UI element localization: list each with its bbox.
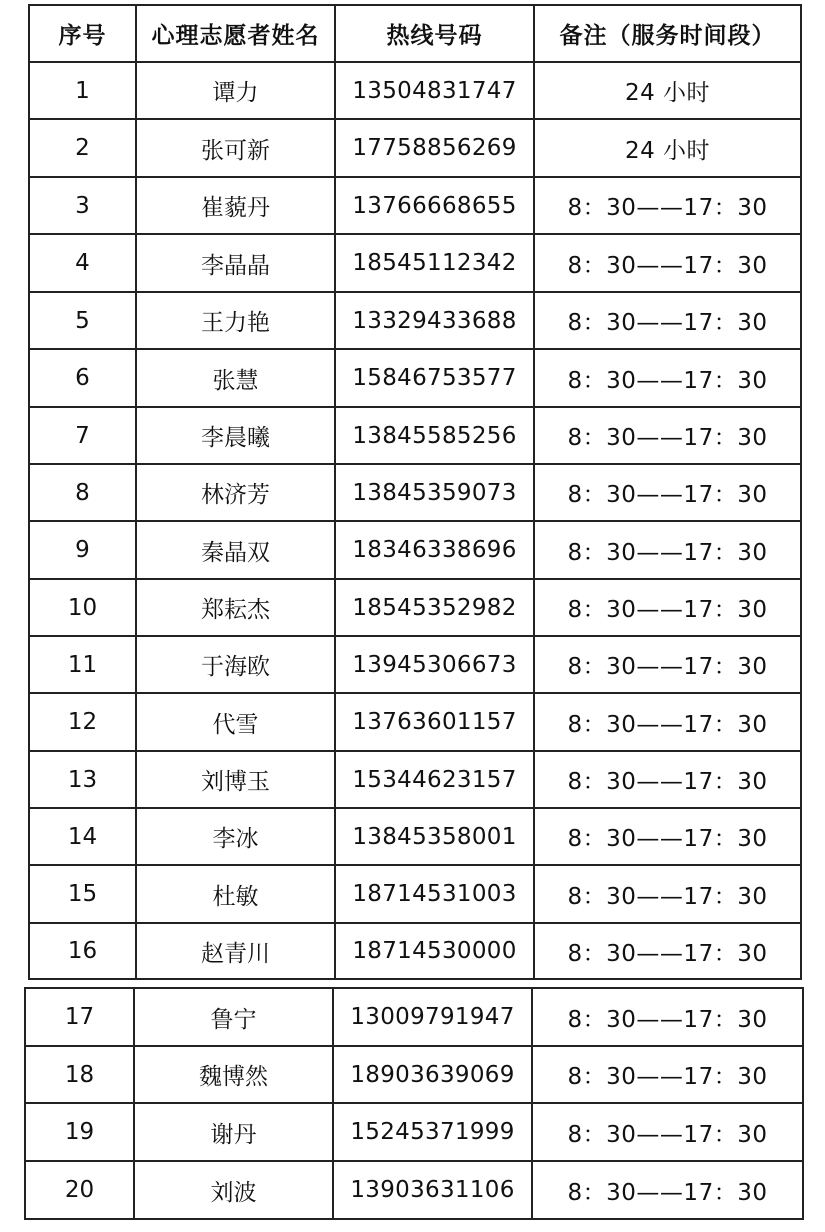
volunteer-table <box>28 4 802 980</box>
table-row <box>29 636 801 693</box>
row-no: 19 <box>25 1103 134 1161</box>
row-no: 13 <box>29 751 136 808</box>
row-name: 张可新 <box>136 119 335 177</box>
table-row <box>25 988 803 1046</box>
table-row <box>29 865 801 923</box>
table-row <box>25 1161 803 1219</box>
table-row <box>29 693 801 751</box>
row-phone: 15846753577 <box>335 349 534 407</box>
row-name: 李冰 <box>136 808 335 865</box>
row-phone: 13845358001 <box>335 808 534 865</box>
row-note: 24 小时 <box>534 62 801 119</box>
row-no: 8 <box>29 464 136 521</box>
row-note: 8：30——17：30 <box>534 751 801 808</box>
row-note: 8：30——17：30 <box>532 1161 803 1219</box>
row-note: 8：30——17：30 <box>534 292 801 349</box>
header-name: 心理志愿者姓名 <box>136 5 335 62</box>
row-no: 10 <box>29 579 136 636</box>
table-row <box>29 349 801 407</box>
table-row <box>25 1103 803 1161</box>
row-name: 谢丹 <box>134 1103 333 1161</box>
row-name: 林济芳 <box>136 464 335 521</box>
table-row <box>25 1046 803 1103</box>
table-row <box>29 808 801 865</box>
row-phone: 13504831747 <box>335 62 534 119</box>
header-no: 序号 <box>29 5 136 62</box>
row-note: 24 小时 <box>534 119 801 177</box>
row-phone: 13945306673 <box>335 636 534 693</box>
table-row <box>29 751 801 808</box>
table-row <box>29 521 801 579</box>
row-no: 9 <box>29 521 136 579</box>
row-note: 8：30——17：30 <box>534 808 801 865</box>
row-name: 刘波 <box>134 1161 333 1219</box>
row-note: 8：30——17：30 <box>534 923 801 979</box>
row-name: 李晨曦 <box>136 407 335 464</box>
row-no: 5 <box>29 292 136 349</box>
row-name: 魏博然 <box>134 1046 333 1103</box>
table-row <box>29 234 801 292</box>
row-no: 14 <box>29 808 136 865</box>
table-row <box>29 119 801 177</box>
row-note: 8：30——17：30 <box>534 579 801 636</box>
row-name: 张慧 <box>136 349 335 407</box>
row-phone: 13763601157 <box>335 693 534 751</box>
table-row <box>29 407 801 464</box>
table-row <box>29 292 801 349</box>
row-no: 18 <box>25 1046 134 1103</box>
row-phone: 17758856269 <box>335 119 534 177</box>
row-note: 8：30——17：30 <box>534 521 801 579</box>
volunteer-table-continued <box>24 987 804 1220</box>
row-no: 17 <box>25 988 134 1046</box>
header-row <box>29 5 801 62</box>
row-note: 8：30——17：30 <box>532 1103 803 1161</box>
row-no: 11 <box>29 636 136 693</box>
row-note: 8：30——17：30 <box>534 693 801 751</box>
row-note: 8：30——17：30 <box>532 988 803 1046</box>
row-phone: 18714531003 <box>335 865 534 923</box>
row-name: 李晶晶 <box>136 234 335 292</box>
row-name: 代雪 <box>136 693 335 751</box>
row-no: 20 <box>25 1161 134 1219</box>
row-phone: 13766668655 <box>335 177 534 234</box>
row-phone: 18545112342 <box>335 234 534 292</box>
row-note: 8：30——17：30 <box>532 1046 803 1103</box>
row-name: 刘博玉 <box>136 751 335 808</box>
header-phone: 热线号码 <box>335 5 534 62</box>
row-no: 2 <box>29 119 136 177</box>
row-note: 8：30——17：30 <box>534 234 801 292</box>
row-no: 15 <box>29 865 136 923</box>
row-name: 郑耘杰 <box>136 579 335 636</box>
row-no: 6 <box>29 349 136 407</box>
row-no: 16 <box>29 923 136 979</box>
row-note: 8：30——17：30 <box>534 407 801 464</box>
row-name: 杜敏 <box>136 865 335 923</box>
header-note: 备注（服务时间段） <box>534 5 801 62</box>
row-phone: 18346338696 <box>335 521 534 579</box>
row-phone: 15245371999 <box>333 1103 532 1161</box>
row-name: 鲁宁 <box>134 988 333 1046</box>
table-row <box>29 62 801 119</box>
row-phone: 15344623157 <box>335 751 534 808</box>
row-no: 3 <box>29 177 136 234</box>
row-name: 崔藐丹 <box>136 177 335 234</box>
row-name: 赵青川 <box>136 923 335 979</box>
row-phone: 13009791947 <box>333 988 532 1046</box>
row-phone: 18545352982 <box>335 579 534 636</box>
row-no: 1 <box>29 62 136 119</box>
row-name: 谭力 <box>136 62 335 119</box>
table-row <box>29 579 801 636</box>
row-note: 8：30——17：30 <box>534 349 801 407</box>
row-name: 于海欧 <box>136 636 335 693</box>
row-name: 秦晶双 <box>136 521 335 579</box>
row-phone: 13845585256 <box>335 407 534 464</box>
row-phone: 18714530000 <box>335 923 534 979</box>
table-row <box>29 464 801 521</box>
table-row <box>29 177 801 234</box>
row-note: 8：30——17：30 <box>534 464 801 521</box>
row-phone: 18903639069 <box>333 1046 532 1103</box>
row-note: 8：30——17：30 <box>534 177 801 234</box>
row-no: 12 <box>29 693 136 751</box>
row-note: 8：30——17：30 <box>534 636 801 693</box>
row-no: 7 <box>29 407 136 464</box>
row-phone: 13845359073 <box>335 464 534 521</box>
row-phone: 13903631106 <box>333 1161 532 1219</box>
row-name: 王力艳 <box>136 292 335 349</box>
row-phone: 13329433688 <box>335 292 534 349</box>
row-note: 8：30——17：30 <box>534 865 801 923</box>
row-no: 4 <box>29 234 136 292</box>
table-row <box>29 923 801 979</box>
